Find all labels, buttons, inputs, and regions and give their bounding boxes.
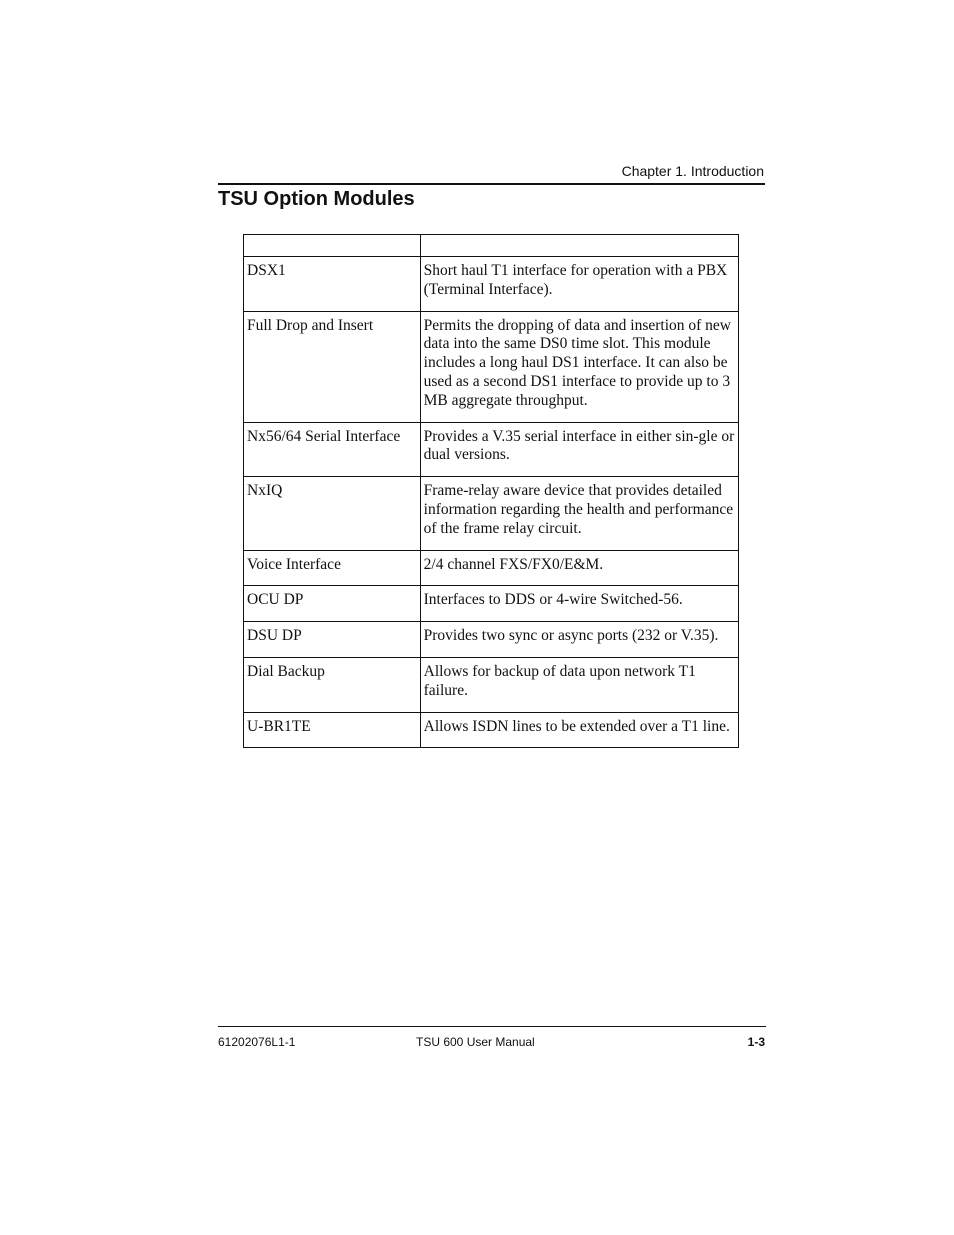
module-description-cell: Provides a V.35 serial interface in either sin-gle or dual versions. (420, 422, 738, 477)
section-title: TSU Option Modules (218, 188, 415, 210)
table-row (244, 586, 739, 622)
module-description-cell: Permits the dropping of data and insertion of new data into the same DS0 time slot. This module includes a long haul DS1 interface. It can also be used as a second DS1 interface to provide up to 3 MB aggregate throughput. (420, 311, 738, 422)
table-row (244, 311, 739, 422)
table-row (244, 422, 739, 477)
module-name-cell: Full Drop and Insert (244, 311, 421, 422)
table-header-row (244, 235, 739, 257)
manual-title: TSU 600 User Manual (416, 1035, 535, 1049)
page-footer (218, 1035, 765, 1053)
page-number: 1-3 (747, 1035, 765, 1049)
table-row (244, 550, 739, 586)
module-name-cell: DSU DP (244, 622, 421, 658)
header-rule (218, 183, 765, 185)
module-name-cell: Voice Interface (244, 550, 421, 586)
module-description-cell: Allows for backup of data upon network T1 failure. (420, 657, 738, 712)
header-cell-module (244, 235, 421, 257)
module-name-cell: OCU DP (244, 586, 421, 622)
module-name-cell: DSX1 (244, 257, 421, 312)
module-name-cell: NxIQ (244, 477, 421, 550)
table-row (244, 712, 739, 748)
module-name-cell: Dial Backup (244, 657, 421, 712)
module-name-cell: U-BR1TE (244, 712, 421, 748)
module-description-cell: Short haul T1 interface for operation with a PBX (Terminal Interface). (420, 257, 738, 312)
module-description-cell: Frame-relay aware device that provides detailed information regarding the health and performance of the frame relay circuit. (420, 477, 738, 550)
module-description-cell: Provides two sync or async ports (232 or V.35). (420, 622, 738, 658)
option-modules-table (243, 234, 739, 748)
table-row (244, 622, 739, 658)
table-row (244, 657, 739, 712)
header-cell-description (420, 235, 738, 257)
running-head: Chapter 1. Introduction (621, 163, 764, 179)
document-number: 61202076L1-1 (218, 1035, 296, 1049)
module-name-cell: Nx56/64 Serial Interface (244, 422, 421, 477)
module-description-cell: Allows ISDN lines to be extended over a T1 line. (420, 712, 738, 748)
module-description-cell: 2/4 channel FXS/FX0/E&M. (420, 550, 738, 586)
table-row (244, 257, 739, 312)
table-row (244, 477, 739, 550)
footer-rule (218, 1026, 766, 1027)
module-description-cell: Interfaces to DDS or 4-wire Switched-56. (420, 586, 738, 622)
